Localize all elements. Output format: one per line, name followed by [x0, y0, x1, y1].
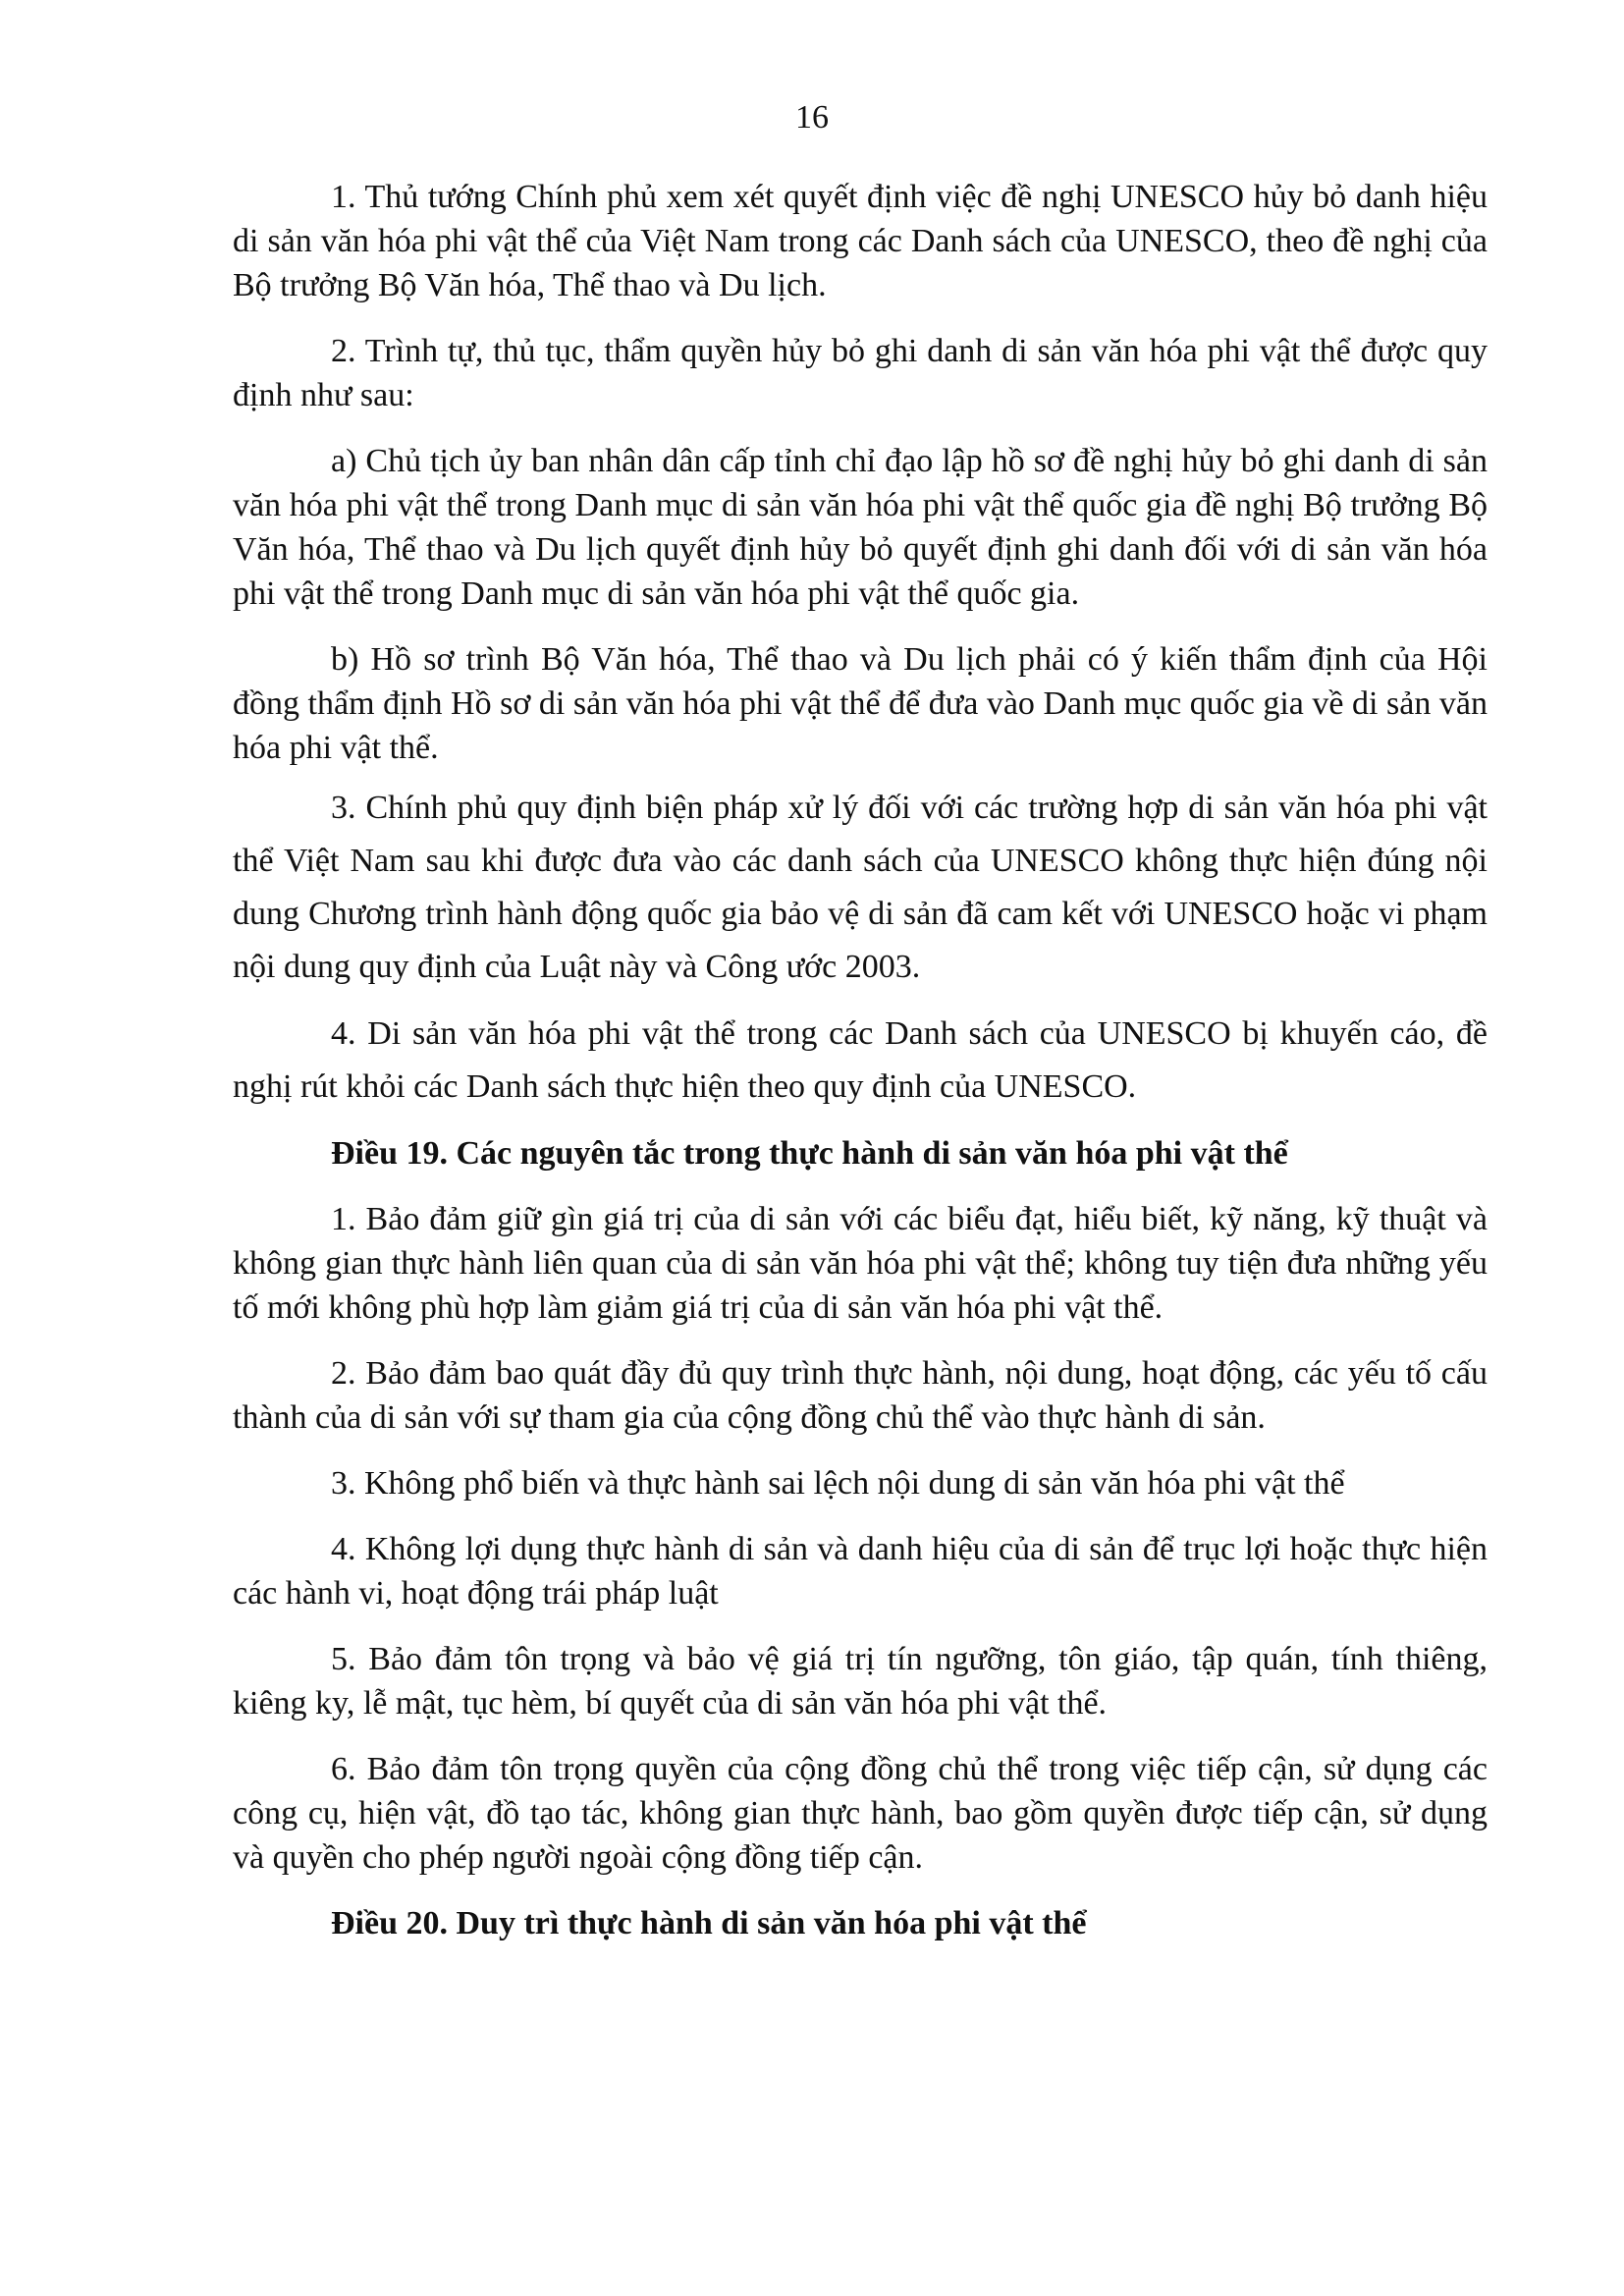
- article-19-item-1: 1. Bảo đảm giữ gìn giá trị của di sản với các biểu đạt, hiểu biết, kỹ năng, kỹ thuật và không gian thực hành liên quan của di sản văn hóa phi vật thể; không tuy tiện đưa những yếu tố mới không phù hợp làm giảm giá trị của di sản văn hóa phi vật thể.: [233, 1201, 1488, 1326]
- page-number: 16: [795, 99, 829, 136]
- article-19-item-3: 3. Không phổ biến và thực hành sai lệch nội dung di sản văn hóa phi vật thể: [331, 1465, 1345, 1502]
- article-20-heading: Điều 20. Duy trì thực hành di sản văn hóa phi vật thể: [331, 1905, 1087, 1941]
- document-body: [233, 175, 1488, 1967]
- paragraph-2: 2. Trình tự, thủ tục, thẩm quyền hủy bỏ ghi danh di sản văn hóa phi vật thể được quy định như sau:: [233, 333, 1488, 413]
- article-19-item-5: 5. Bảo đảm tôn trọng và bảo vệ giá trị tín ngưỡng, tôn giáo, tập quán, tính thiêng, kiêng ky, lễ mật, tục hèm, bí quyết của di sản văn hóa phi vật thể.: [233, 1641, 1488, 1722]
- paragraph-2a: a) Chủ tịch ủy ban nhân dân cấp tỉnh chỉ đạo lập hồ sơ đề nghị hủy bỏ ghi danh di sản văn hóa phi vật thể trong Danh mục di sản văn hóa phi vật thể quốc gia đề nghị Bộ trưởng Bộ Văn hóa, Thể thao và Du lịch quyết định hủy bỏ quyết định ghi danh đối với di sản văn hóa phi vật thể trong Danh mục di sản văn hóa phi vật thể quốc gia.: [233, 443, 1488, 612]
- article-19-item-6: 6. Bảo đảm tôn trọng quyền của cộng đồng chủ thể trong việc tiếp cận, sử dụng các công cụ, hiện vật, đồ tạo tác, không gian thực hành, bao gồm quyền được tiếp cận, sử dụng và quyền cho phép người ngoài cộng đồng tiếp cận.: [233, 1751, 1488, 1876]
- article-19-item-4: 4. Không lợi dụng thực hành di sản và danh hiệu của di sản để trục lợi hoặc thực hiện các hành vi, hoạt động trái pháp luật: [233, 1531, 1488, 1612]
- paragraph-4: 4. Di sản văn hóa phi vật thể trong các Danh sách của UNESCO bị khuyến cáo, đề nghị rút khỏi các Danh sách thực hiện theo quy định của UNESCO.: [233, 1015, 1488, 1105]
- article-19-item-2: 2. Bảo đảm bao quát đầy đủ quy trình thực hành, nội dung, hoạt động, các yếu tố cấu thành của di sản với sự tham gia của cộng đồng chủ thể vào thực hành di sản.: [233, 1355, 1488, 1436]
- paragraph-2b: b) Hồ sơ trình Bộ Văn hóa, Thể thao và Du lịch phải có ý kiến thẩm định của Hội đồng thẩm định Hồ sơ di sản văn hóa phi vật thể để đưa vào Danh mục quốc gia về di sản văn hóa phi vật thể.: [233, 641, 1488, 766]
- paragraph-1: 1. Thủ tướng Chính phủ xem xét quyết định việc đề nghị UNESCO hủy bỏ danh hiệu di sản văn hóa phi vật thể của Việt Nam trong các Danh sách của UNESCO, theo đề nghị của Bộ trưởng Bộ Văn hóa, Thể thao và Du lịch.: [233, 179, 1488, 303]
- article-19-heading: Điều 19. Các nguyên tắc trong thực hành di sản văn hóa phi vật thể: [331, 1135, 1288, 1172]
- paragraph-3: 3. Chính phủ quy định biện pháp xử lý đối với các trường hợp di sản văn hóa phi vật thể Việt Nam sau khi được đưa vào các danh sách của UNESCO không thực hiện đúng nội dung Chương trình hành động quốc gia bảo vệ di sản đã cam kết với UNESCO hoặc vi phạm nội dung quy định của Luật này và Công ước 2003.: [233, 790, 1488, 985]
